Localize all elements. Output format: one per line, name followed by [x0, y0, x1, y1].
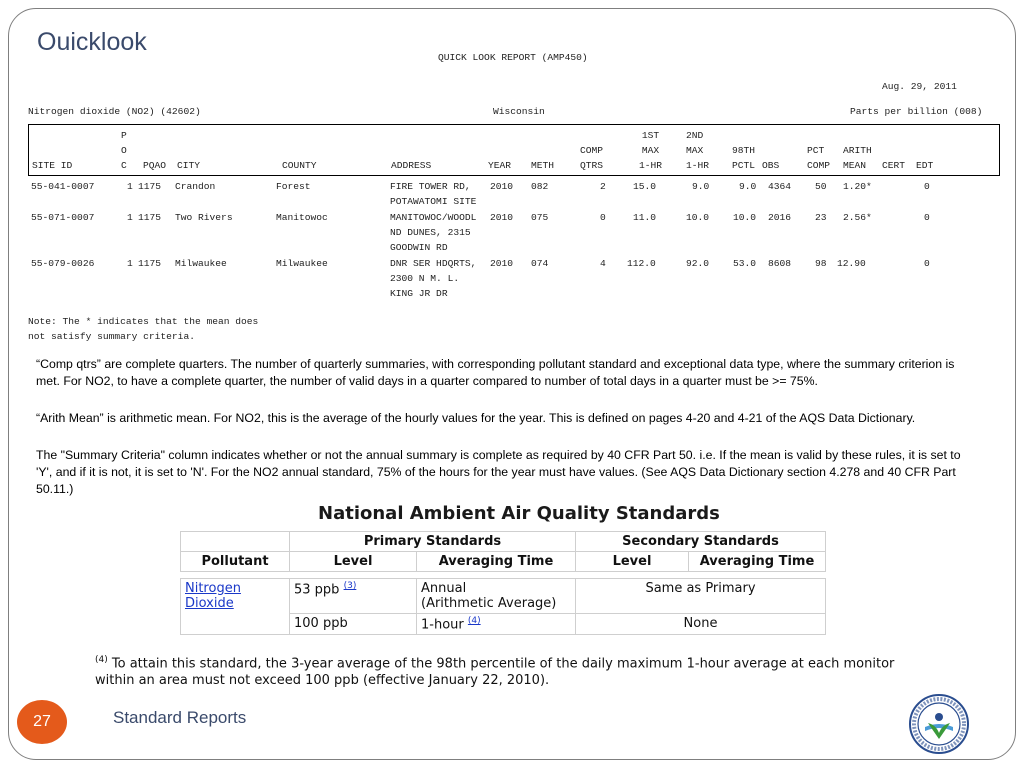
col-level-secondary: Level	[576, 552, 689, 572]
row-poc: 1	[127, 181, 133, 192]
row-city: Two Rivers	[175, 212, 233, 223]
row-comp-qtrs: 0	[600, 212, 606, 223]
row-county: Milwaukee	[276, 258, 328, 269]
row-arith-mean: 1.20*	[843, 181, 872, 192]
naaqs-title: National Ambient Air Quality Standards	[318, 503, 720, 524]
row-comp-qtrs: 4	[600, 258, 606, 269]
epa-seal-icon	[908, 693, 970, 755]
row-1st-max: 15.0	[633, 181, 657, 192]
footer-title: Standard Reports	[113, 708, 247, 727]
row-pct-comp: 50	[815, 181, 827, 192]
slide-title: Ouicklook	[37, 28, 147, 56]
pollutant-cell	[181, 579, 290, 635]
header-year: YEAR	[488, 160, 512, 171]
footnote-3-link[interactable]: (3)	[343, 581, 357, 591]
page-number-badge: 27	[17, 700, 67, 744]
row-edt: 0	[924, 181, 930, 192]
row-1st-max: 112.0	[627, 258, 656, 269]
header-obs: OBS	[762, 160, 780, 171]
row-meth: 074	[531, 258, 549, 269]
report-title: QUICK LOOK REPORT (AMP450)	[438, 52, 588, 63]
row-2nd-max: 9.0	[692, 181, 710, 192]
pollutant-label: Nitrogen dioxide (NO2) (42602)	[28, 106, 201, 117]
header-city: CITY	[177, 160, 201, 171]
row-edt: 0	[924, 212, 930, 223]
row-98th-pctl: 53.0	[733, 258, 757, 269]
row1-averaging-time: Annual (Arithmetic Average)	[417, 579, 576, 614]
row-2nd-max: 92.0	[686, 258, 710, 269]
header-1st-max: 1ST MAX 1-HR	[639, 130, 663, 171]
row-98th-pctl: 9.0	[739, 181, 757, 192]
row-city: Crandon	[175, 181, 216, 192]
header-arith-mean: ARITH MEAN	[843, 145, 872, 171]
row-site-id: 55-071-0007	[31, 212, 95, 223]
row-meth: 075	[531, 212, 549, 223]
row-1st-max: 11.0	[633, 212, 657, 223]
row-edt: 0	[924, 258, 930, 269]
header-poc: P O C	[121, 130, 127, 171]
report-date: Aug. 29, 2011	[882, 81, 957, 92]
footnote-4-link[interactable]: (4)	[467, 616, 481, 626]
row-obs: 8608	[768, 258, 792, 269]
row-meth: 082	[531, 181, 549, 192]
row-arith-mean: 2.56*	[843, 212, 872, 223]
row-poc: 1	[127, 212, 133, 223]
row-address: MANITOWOC/WOODL ND DUNES, 2315 GOODWIN RD	[390, 212, 477, 253]
col-averaging-time: Averaging Time	[417, 552, 576, 572]
report-note: Note: The * indicates that the mean does not satisfy summary criteria.	[28, 316, 259, 342]
row-site-id: 55-041-0007	[31, 181, 95, 192]
secondary-standards-header: Secondary Standards	[576, 532, 826, 552]
row-site-id: 55-079-0026	[31, 258, 95, 269]
header-pqao: PQAO	[143, 160, 167, 171]
row-pct-comp: 23	[815, 212, 827, 223]
col-level: Level	[290, 552, 417, 572]
explanation-comp-qtrs: “Comp qtrs” are complete quarters. The number of quarterly summaries, with corresponding pollutant standard and exceptional data type, where the summary criterion is met. For NO2, to have a complete quarter, the number of valid days in a quarter compared to number of total days in a quarter must be >= 75%.	[36, 357, 955, 388]
units-label: Parts per billion (008)	[850, 106, 983, 117]
footnote-ref: (4)	[95, 655, 108, 665]
header-2nd-max: 2ND MAX 1-HR	[686, 130, 710, 171]
row-pqao: 1175	[138, 212, 162, 223]
header-comp-qtrs: COMP QTRS	[580, 145, 604, 171]
row-comp-qtrs: 2	[600, 181, 606, 192]
explanation-summary-criteria: The "Summary Criteria" column indicates whether or not the annual summary is complete as required by 40 CFR Part 50. i.e. If the mean is valid by these rules, it is set to 'Y', and if it is not, it is set to 'N'. For the NO2 annual standard, 75% of the hours for the year must have values. (See AQS Data Dictionary section 4.278 and 40 CFR Part 50.11.)	[36, 448, 961, 496]
row1-secondary: Same as Primary	[576, 579, 826, 614]
row-year: 2010	[490, 258, 514, 269]
naaqs-table	[180, 531, 826, 635]
row-pqao: 1175	[138, 258, 162, 269]
naaqs-footnote: $^{(4)}$ To attain this standard, the 3-year average of the 98th percentile of the daily maximum 1-hour average at each monitor within an area must not exceed 100 ppb (effective January 22, 2010).	[95, 655, 895, 689]
row-year: 2010	[490, 212, 514, 223]
header-pct-comp: PCT COMP	[807, 145, 831, 171]
row-98th-pctl: 10.0	[733, 212, 757, 223]
row-county: Manitowoc	[276, 212, 328, 223]
header-cert: CERT	[882, 160, 906, 171]
col-pollutant: Pollutant	[181, 552, 290, 572]
row2-level: 100 ppb	[290, 614, 417, 635]
row-pct-comp: 98	[815, 258, 827, 269]
header-98th-pctl: 98TH PCTL	[732, 145, 756, 171]
report-header-box	[28, 124, 1000, 176]
row-obs: 2016	[768, 212, 792, 223]
row-obs: 4364	[768, 181, 792, 192]
header-edt: EDT	[916, 160, 934, 171]
row-city: Milwaukee	[175, 258, 227, 269]
row-address: FIRE TOWER RD, POTAWATOMI SITE	[390, 181, 477, 207]
row-year: 2010	[490, 181, 514, 192]
header-meth: METH	[531, 160, 555, 171]
row-2nd-max: 10.0	[686, 212, 710, 223]
header-address: ADDRESS	[391, 160, 432, 171]
primary-standards-header: Primary Standards	[290, 532, 576, 552]
explanation-arith-mean: “Arith Mean” is arithmetic mean. For NO2, this is the average of the hourly values for the year. This is defined on pages 4-20 and 4-21 of the AQS Data Dictionary.	[36, 411, 916, 425]
row-county: Forest	[276, 181, 311, 192]
col-averaging-time-secondary: Averaging Time	[689, 552, 826, 572]
state-label: Wisconsin	[493, 106, 545, 117]
header-site-id: SITE ID	[32, 160, 73, 171]
row-pqao: 1175	[138, 181, 162, 192]
header-county: COUNTY	[282, 160, 317, 171]
nitrogen-dioxide-link[interactable]: Nitrogen Dioxide	[185, 581, 241, 611]
row-address: DNR SER HDQRTS, 2300 N M. L. KING JR DR	[390, 258, 477, 299]
row-poc: 1	[127, 258, 133, 269]
row2-secondary: None	[576, 614, 826, 635]
row1-level: 53 ppb $^{(3)}$	[290, 579, 417, 614]
row2-averaging-time: 1-hour $^{(4)}$	[417, 614, 576, 635]
row-arith-mean: 12.90	[837, 258, 866, 269]
